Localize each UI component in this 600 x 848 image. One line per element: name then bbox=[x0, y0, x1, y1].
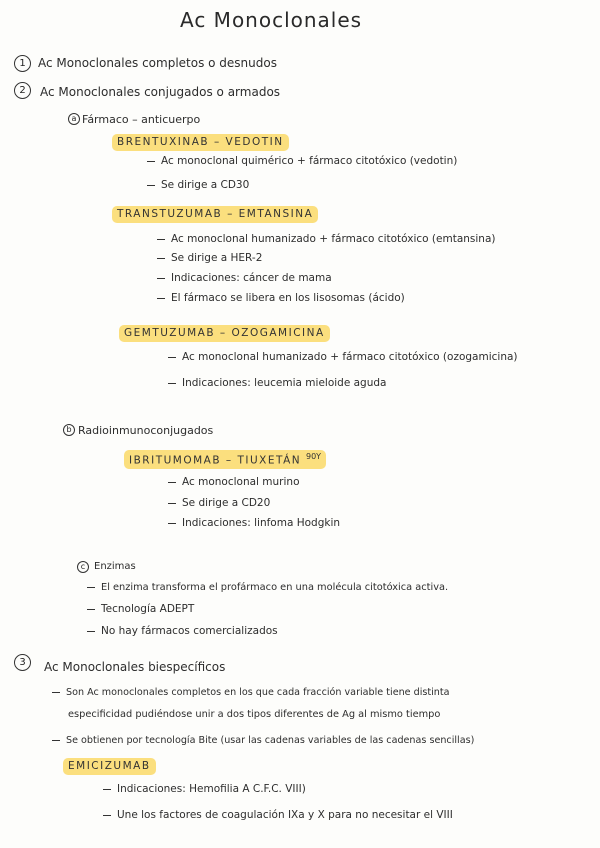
list-item-continuation: especificidad pudiéndose unir a dos tipos diferentes de Ag al mismo tiempo bbox=[68, 709, 441, 720]
sub-a-marker: a bbox=[68, 113, 80, 125]
section-1-heading: Ac Monoclonales completos o desnudos bbox=[38, 56, 277, 70]
list-item: Se dirige a CD20 bbox=[168, 498, 270, 509]
list-item: Son Ac monoclonales completos en los que cada fracción variable tiene distinta bbox=[52, 688, 450, 698]
drug-emicizumab: EMICIZUMAB bbox=[63, 758, 156, 775]
sub-a-label: Fármaco – anticuerpo bbox=[82, 113, 201, 126]
drug-transtuzumab: TRANSTUZUMAB – EMTANSINA bbox=[112, 206, 318, 223]
list-item: Tecnología ADEPT bbox=[87, 604, 194, 615]
list-item: Se dirige a CD30 bbox=[147, 180, 249, 191]
sub-b-marker: b bbox=[63, 424, 75, 436]
list-item: Une los factores de coagulación IXa y X para no necesitar el VIII bbox=[103, 810, 453, 821]
list-item: No hay fármacos comercializados bbox=[87, 626, 278, 637]
list-item: Ac monoclonal quimérico + fármaco citotóxico (vedotin) bbox=[147, 156, 457, 167]
section-3-number: 3 bbox=[14, 654, 31, 671]
sub-b-label: Radioinmunoconjugados bbox=[78, 424, 214, 437]
drug-brentuxinab: BRENTUXINAB – VEDOTIN bbox=[112, 134, 289, 151]
list-item: Se dirige a HER-2 bbox=[157, 253, 262, 264]
list-item: Se obtienen por tecnología Bite (usar las cadenas variables de las cadenas sencillas) bbox=[52, 736, 474, 746]
section-2-heading: Ac Monoclonales conjugados o armados bbox=[40, 85, 281, 99]
list-item: Indicaciones: linfoma Hodgkin bbox=[168, 518, 340, 529]
drug-ibritumomab: IBRITUMOMAB – TIUXETÁN $^{90Y}$ bbox=[124, 450, 326, 469]
list-item: El fármaco se libera en los lisosomas (ácido) bbox=[157, 293, 405, 304]
sub-c-label: Enzimas bbox=[94, 561, 136, 572]
section-2-number: 2 bbox=[14, 82, 31, 99]
list-item: Ac monoclonal humanizado + fármaco citotóxico (ozogamicina) bbox=[168, 352, 518, 363]
drug-gemtuzumab: GEMTUZUMAB – OZOGAMICINA bbox=[119, 325, 330, 342]
list-item: Indicaciones: cáncer de mama bbox=[157, 273, 332, 284]
isotope-label: 90Y bbox=[306, 452, 322, 461]
section-1-number: 1 bbox=[14, 55, 31, 72]
sub-c-marker: c bbox=[77, 561, 89, 573]
list-item: Ac monoclonal humanizado + fármaco citotóxico (emtansina) bbox=[157, 234, 496, 245]
section-3-heading: Ac Monoclonales biespecíficos bbox=[44, 660, 226, 674]
list-item: Indicaciones: leucemia mieloide aguda bbox=[168, 378, 386, 389]
list-item: Indicaciones: Hemofilia A C.F.C. VIII) bbox=[103, 784, 306, 795]
list-item: El enzima transforma el profármaco en una molécula citotóxica activa. bbox=[87, 583, 448, 593]
page-title: Ac Monoclonales bbox=[180, 8, 363, 32]
list-item: Ac monoclonal murino bbox=[168, 477, 300, 488]
